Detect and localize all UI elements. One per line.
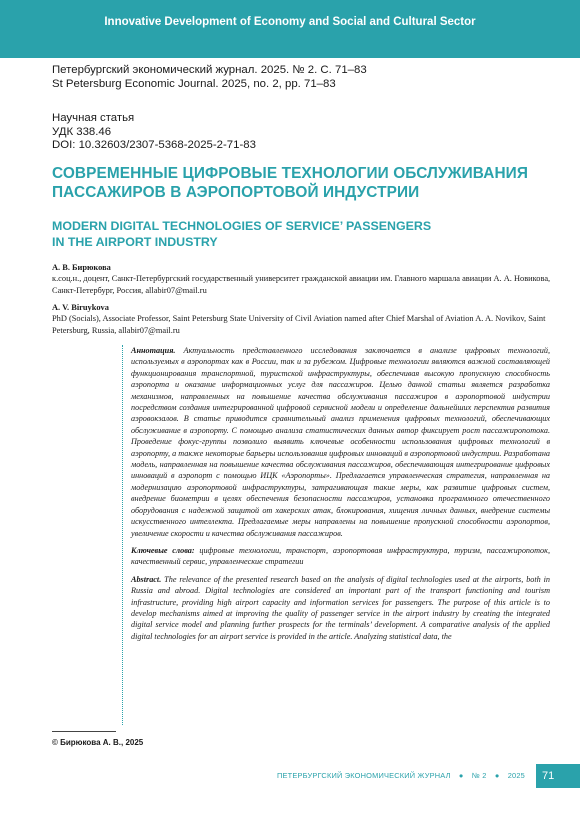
author-ru-affiliation: к.соц.н., доцент, Санкт-Петербургский государственный университет гражданской авиации им. Главного маршала авиации А. А. Новикова, Санкт-Петербург, Россия, allabir07@mail.ru <box>52 274 551 295</box>
abstract-block <box>122 345 550 725</box>
citation-en: St Petersburg Economic Journal. 2025, no. 2, pp. 71–83 <box>52 77 336 90</box>
author-ru-name: А. В. Бирюкова <box>52 263 111 272</box>
abstract-en-text: The relevance of the presented research based on the analysis of digital technologies used at the airports, both in Russia and abroad. Digital technologies are considered an important part of the transport functioning and tourism infrastructure, providing high airport capacity and information services for passengers. The purpose of this article is to develop mechanisms aimed at improving the quality of passenger service in the airport industry by creating the integrated digital service model and planning further prospects for the terminals’ development. A comparative analysis of the applied digital technologies for an airport service is provided in the article. Analyzing statistical data, the <box>131 574 550 641</box>
abstract-ru-text: Актуальность представленного исследования заключается в анализе цифровых технологий, используемых в аэропортах как в России, так и за рубежом. Цифровые технологии являются важной составляющей функционирования транспортной, туристской инфраструктуры, обеспечивая высокую пропускную способность аэропорта и оказание информационных услуг для пассажиров. Целью данной статьи является разработка механизмов, направленных на повышение качества обслуживания пассажиров в аэропортовой индустрии посредством создания интегрированной цифровой сервисной модели и определение дальнейших перспектив развития аэровокзалов. В статье приводится сравнительный анализ применения цифровых технологий, обеспечивающих обслуживание в аэропорту. С помощью анализа статистических данных автор фиксирует рост пассажиропотока. Проведение фокус-группы позволило выявить ключевые особенности использования цифровых технологий в аэропорту, а также некоторые барьеры использования цифровых инноваций в аэропортовой индустрии. Разработана модель, направленная на повышение качества обслуживания пассажиров, обеспечивающая интегрирование цифровых инноваций в аэропорт с помощью ИЦК «Аэропорты». Предлагается управленческая стратегия, направленная на модернизацию аэропортовой инфраструктуры, затрагивающая такие меры, как развитие цифровых систем, внедрение биометрии в целях обеспечения безопасности пассажиров, установка программного отечественного оборудования с надежной защитой от хакерских атак, блокирования, хищения личных данных, внедрение системы искусственного интеллекта. Предлагаемые меры направлены на повышение пропускной способности аэропортов, увеличение скорости и качества обслуживания пассажиров. <box>131 346 550 538</box>
citation-ru: Петербургский экономический журнал. 2025. № 2. С. 71–83 <box>52 64 367 76</box>
author-en-affiliation: PhD (Socials), Associate Professor, Saint Petersburg State University of Civil Aviation named after Chief Marshal of Aviation A. A. Novikov, Saint Petersburg, Russia, allabir07@mail.ru <box>52 314 546 335</box>
footer-issue: № 2 <box>471 771 487 780</box>
author-ru <box>52 262 552 296</box>
copyright-footnote: © Бирюкова А. В., 2025 <box>52 738 144 747</box>
udc-code: УДК 338.46 <box>52 125 112 138</box>
author-en-name: A. V. Biruykova <box>52 303 109 312</box>
article-meta <box>52 112 256 153</box>
keywords-ru-label: Ключевые слова: <box>131 545 195 555</box>
title-en <box>52 218 552 250</box>
keywords-ru-text: цифровые технологии, транспорт, аэропортовая инфраструктура, туризм, пассажиропоток, качественный сервис, управленческие стратегии <box>131 545 550 567</box>
page-number: 71 <box>536 764 580 788</box>
footer-year: 2025 <box>507 771 525 780</box>
footer-journal: ПЕТЕРБУРГСКИЙ ЭКОНОМИЧЕСКИЙ ЖУРНАЛ <box>277 771 451 780</box>
banner-text: Innovative Development of Economy and Social and Cultural Sector <box>104 16 476 28</box>
abstract-ru-label: Аннотация. <box>131 346 176 355</box>
article-type: Научная статья <box>52 112 135 124</box>
abstract-en <box>131 574 550 642</box>
abstract-en-label: Abstract. <box>131 574 162 584</box>
page-footer <box>0 764 580 788</box>
citation-block <box>52 64 367 91</box>
bullet-icon: ● <box>458 771 464 780</box>
title-en-line1: MODERN DIGITAL TECHNOLOGIES OF SERVICE’ PASSENGERS <box>52 219 432 233</box>
abstract-ru <box>131 345 550 539</box>
bullet-icon: ● <box>494 771 500 780</box>
footer-running-title <box>277 771 525 780</box>
title-en-line2: IN THE AIRPORT INDUSTRY <box>52 235 218 249</box>
title-ru: СОВРЕМЕННЫЕ ЦИФРОВЫЕ ТЕХНОЛОГИИ ОБСЛУЖИВАНИЯ ПАССАЖИРОВ В АЭРОПОРТОВОЙ ИНДУСТРИИ <box>52 165 529 201</box>
journal-banner <box>0 0 580 58</box>
author-en <box>52 302 552 336</box>
doi: DOI: 10.32603/2307-5368-2025-2-71-83 <box>52 139 256 151</box>
footnote-divider <box>52 731 116 732</box>
keywords-ru <box>131 545 550 568</box>
